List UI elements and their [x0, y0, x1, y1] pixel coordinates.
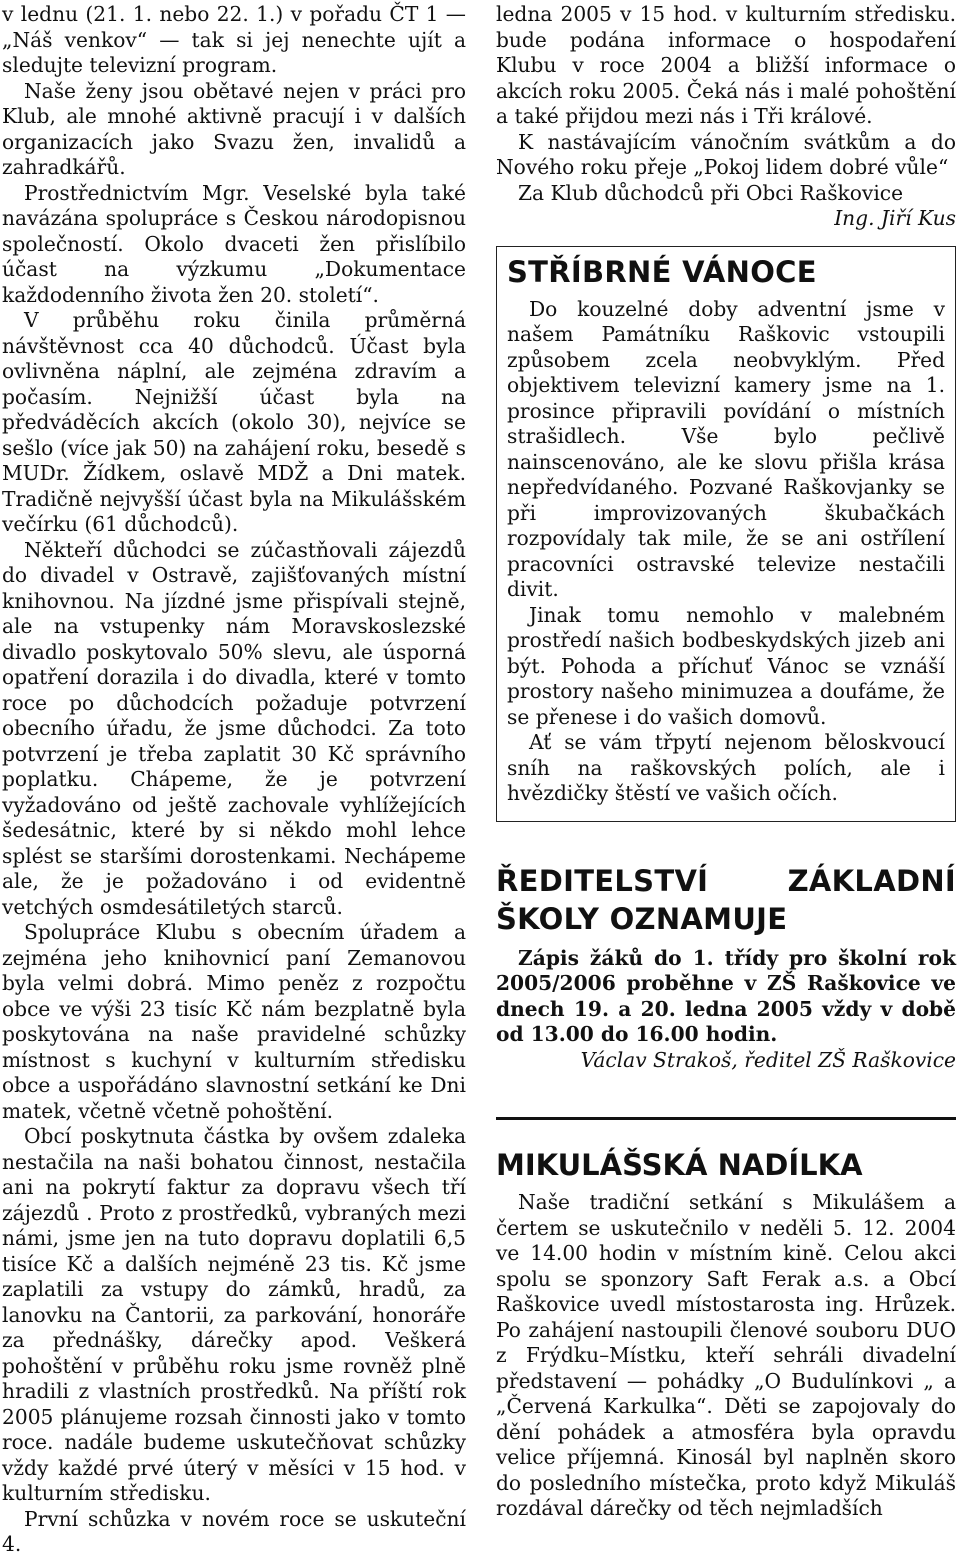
school-signature: Václav Strakoš, ředitel ZŠ Raškovice [580, 1047, 956, 1072]
left-column [2, 2, 466, 1558]
paragraph: V průběhu roku činila průměrná návštěvnost cca 40 důchodců. Účast byla ovlivněna náplní, ale zejména zdravím a počasím. Nejnižší účast byla na předváděcích akcích (okolo 30), nejvíce se sešlo (více jak 50) na zahájení roku, besedě s MUDr. Žídkem, oslavě MDŽ a Dni matek. Tradičně nejvyšší účast byla na Mikulášském večírku (61 důchodců). [2, 308, 466, 536]
paragraph: Obcí poskytnuta částka by ovšem zdaleka nestačila na naši bohatou činnost, nestačila ani na pokrytí faktur za dopravu všech tří zájezdů . Proto z prostředků, vybraných mezi námi, jsme jen na tuto dopravu doplatili 6,5 tisíce Kč a dalších nejméně 23 tis. Kč jsme zaplatili za vstupy do zámků, hradů, za lanovku na Čantorii, za parkování, honoráře za přednášky, dárečky apod. Veškerá pohoštění v průběhu roku jsme rovněž plně hradili z vlastních prostředků. Na příští rok 2005 plánujeme rozsah činnosti jako v tomto roce. nadále budeme uskutečňovat schůzky vždy každé prvé úterý v měsíci v 15 hod. v kulturním středisku. [2, 1124, 466, 1505]
article-title: STŘÍBRNÉ VÁNOCE [507, 254, 817, 289]
divider [496, 1117, 956, 1120]
article-box-stribrne-vanoce [496, 246, 956, 822]
wishes: K nastávajícím vánočním svátkům a do Nového roku přeje „Pokoj lidem dobré vůle“ [496, 129, 956, 179]
paragraph: Ať se vám třpytí nejenom běloskvoucí sníh na raškovských polích, ale i hvězdičky štěstí ve vašich očích. [507, 730, 945, 805]
paragraph: Do kouzelné doby adventní jsme v našem Památníku Raškovic vstoupili způsobem zcela neobvyklým. Před objektivem televizní kamery jsme na 1. prosince připravili povídání o místních strašidlech. Vše bylo pečlivě nainscenováno, ale ke slovu přišla krása nepředvídaného. Pozvané Raškovjanky se při improvizovaných škubačkách rozpovídaly tak mile, že se ani ostřílení pracovníci ostravské televize nestačili divit. [507, 296, 945, 601]
school-notice: Zápis žáků do 1. třídy pro školní rok 2005/2006 proběhne v ZŠ Raškovice ve dnech 19. a 20. ledna 2005 vždy v době od 13.00 do 16.00 hodin. [496, 945, 956, 1046]
paragraph: Spolupráce Klubu s obecním úřadem a zejména jeho knihovnicí paní Zemanovou byla velmi dobrá. Mimo peněz z rozpočtu obce ve výši 23 tisíc Kč nám bezplatně byla poskytována na naše pravidelné schůzky místnost s kuchyní v kulturním středisku obce a uspořádáno slavnostní setkání ke Dni matek, včetně včetně pohoštění. [2, 920, 466, 1123]
paragraph: v lednu (21. 1. nebo 22. 1.) v pořadu ČT 1 — „Náš venkov“ — tak si jej nenechte ujít a sledujte televizní program. [2, 2, 466, 77]
paragraph: ledna 2005 v 15 hod. v kulturním středisku. bude podána informace o hospodaření Klubu v roce 2004 a bližší informace o akcích roku 2005. Čeká nás i malé pohoštění a také přijdou mezi nás i Tři králové. [496, 2, 956, 128]
paragraph: První schůzka v novém roce se uskuteční 4. [2, 1506, 466, 1556]
paragraph: Prostřednictvím Mgr. Veselské byla také navázána spolupráce s Českou národopisnou společností. Okolo dvaceti žen přislíbilo účast na výzkumu „Dokumentace každodenního života žen 20. století“. [2, 180, 466, 307]
club-signature: Za Klub důchodců při Obci Raškovice [518, 180, 904, 205]
right-column [496, 2, 956, 1522]
article-mikulas [496, 1148, 956, 1522]
article-school [496, 862, 956, 1074]
paragraph: Naše ženy jsou obětavé nejen v práci pro Klub, ale mnohé aktivně pracují i v dalších organizacích jako Svazu žen, invalidů a zahradkářů. [2, 78, 466, 179]
paragraph: Jinak tomu nemohlo v malebném prostředí našich bodbeskydských jizeb ani být. Pohoda a příchuť Vánoc se vznáší prostory našeho minimuzea a doufáme, že se přenese i do vašich domovů. [507, 602, 945, 729]
paragraph: Naše tradiční setkání s Mikulášem a čertem se uskutečnilo v neděli 5. 12. 2004 ve 14.00 hodin v místním kině. Celou akci spolu se sponzory Saft Ferak a.s. a Obcí Raškovice uvedl místostarosta ing. Hrůzek. Po zahájení nastoupili členové souboru DUO z Frýdku–Místku, kteří sehráli divadelní představení — pohádky „O Budulínkovi „ a „Červená Karkulka“. Děti se zapojovaly do dění pohádek a atmosféra byla opravdu velice příjemná. Kinosál byl naplněn skoro do posledního místečka, proto když Mikuláš rozdával dárečky od těch nejmladších [496, 1190, 956, 1520]
article-title: ŘEDITELSTVÍ ZÁKLADNÍ ŠKOLY OZNAMUJE [496, 863, 956, 936]
article-title: MIKULÁŠSKÁ NADÍLKA [496, 1148, 863, 1182]
author: Ing. Jiří Kus [834, 206, 956, 230]
paragraph: Někteří důchodci se zúčastňovali zájezdů do divadel v Ostravě, zajišťovaných místní knihovnou. Na jízdné jsme přispívali stejně, ale na vstupenky nám Moravskoslezské divadlo poskytovalo 50% slevu, ale úsporná opatření dorazila i do divadla, které v tomto roce po důchodcích požaduje potvrzení obecního úřadu, že jsme důchodci. Za toto potvrzení je třeba zaplatit 30 Kč správního poplatku. Chápeme, že je potvrzení vyžadováno od ještě zachovale vyhlížejících šedesátnic, které by si někdo mohl lehce splést se staršími dorostenkami. Nechápeme ale, že je požadováno i od evidentně vetchých osmdesátiletých starců. [2, 537, 466, 919]
